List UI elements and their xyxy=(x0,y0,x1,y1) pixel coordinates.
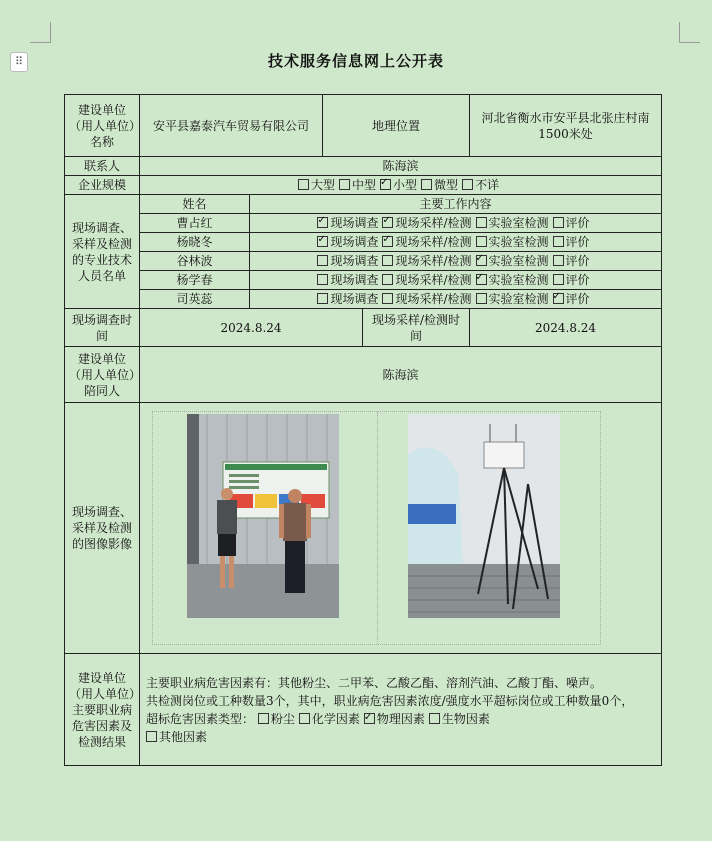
table-move-handle-icon[interactable]: ⠿ xyxy=(10,52,28,72)
hazard-type-option[interactable] xyxy=(146,730,207,744)
work-option[interactable] xyxy=(476,216,549,230)
hazard-type-option[interactable] xyxy=(364,712,425,726)
scale-option[interactable] xyxy=(339,178,376,192)
results-types xyxy=(146,710,655,746)
row-scale xyxy=(65,176,662,195)
checkbox-empty-icon[interactable] xyxy=(382,293,393,304)
results-label: 建设单位（用人单位）主要职业病危害因素及检测结果 xyxy=(65,654,140,766)
work-option[interactable] xyxy=(553,235,590,249)
work-option[interactable] xyxy=(317,235,378,249)
document-title: 技术服务信息网上公开表 xyxy=(267,52,444,70)
checkbox-label: 现场调查 xyxy=(330,273,379,287)
checkbox-empty-icon[interactable] xyxy=(317,274,328,285)
checkbox-checked-icon[interactable] xyxy=(476,274,487,285)
checkbox-label: 生物因素 xyxy=(441,711,490,726)
work-option[interactable] xyxy=(317,254,378,268)
checkbox-empty-icon[interactable] xyxy=(429,713,440,724)
checkbox-empty-icon[interactable] xyxy=(382,274,393,285)
staff-work-options xyxy=(250,271,662,290)
staff-row xyxy=(65,214,662,233)
checkbox-empty-icon[interactable] xyxy=(298,179,309,190)
checkbox-label: 大型 xyxy=(310,178,335,192)
checkbox-label: 中型 xyxy=(351,178,376,192)
checkbox-label: 评价 xyxy=(565,254,590,268)
checkbox-label: 现场采样/检测 xyxy=(395,235,472,249)
checkbox-empty-icon[interactable] xyxy=(553,274,564,285)
unit-label: 建设单位（用人单位）名称 xyxy=(65,95,140,157)
checkbox-empty-icon[interactable] xyxy=(382,255,393,266)
checkbox-label: 现场调查 xyxy=(330,216,379,230)
staff-name: 杨学春 xyxy=(140,271,250,290)
scale-label: 企业规模 xyxy=(65,176,140,195)
work-option[interactable] xyxy=(382,216,471,230)
results-count: 共检测岗位或工种数量3个，其中，职业病危害因素浓度/强度水平超标岗位或工种数量0个， xyxy=(146,693,634,708)
companion-value: 陈海滨 xyxy=(140,347,662,403)
checkbox-checked-icon[interactable] xyxy=(317,236,328,247)
work-option[interactable] xyxy=(476,235,549,249)
work-option[interactable] xyxy=(382,292,471,306)
work-option[interactable] xyxy=(553,292,590,306)
staff-name: 曹占红 xyxy=(140,214,250,233)
scale-options xyxy=(140,176,662,195)
results-cell xyxy=(140,654,662,766)
hazard-type-option[interactable] xyxy=(258,712,295,726)
checkbox-label: 不详 xyxy=(475,178,500,192)
photo-sampling-equipment xyxy=(408,414,560,618)
row-times xyxy=(65,309,662,347)
staff-col-name: 姓名 xyxy=(140,195,250,214)
checkbox-empty-icon[interactable] xyxy=(317,255,328,266)
checkbox-label: 粉尘 xyxy=(270,711,295,726)
location-label: 地理位置 xyxy=(323,95,470,157)
checkbox-label: 现场采样/检测 xyxy=(395,273,472,287)
checkbox-label: 实验室检测 xyxy=(488,254,549,268)
images-cell xyxy=(140,403,662,654)
contact-label: 联系人 xyxy=(65,157,140,176)
location-value: 河北省衡水市安平县北张庄村南1500米处 xyxy=(470,95,662,157)
checkbox-label: 现场调查 xyxy=(330,254,379,268)
survey-time-value: 2024.8.24 xyxy=(140,309,363,347)
checkbox-label: 其他因素 xyxy=(159,729,208,744)
checkbox-empty-icon[interactable] xyxy=(258,713,269,724)
staff-name: 谷林波 xyxy=(140,252,250,271)
checkbox-empty-icon[interactable] xyxy=(476,293,487,304)
checkbox-label: 现场采样/检测 xyxy=(395,254,472,268)
work-option[interactable] xyxy=(317,273,378,287)
results-types-prefix: 超标危害因素类型： xyxy=(146,711,255,726)
staff-work-options xyxy=(250,252,662,271)
checkbox-checked-icon[interactable] xyxy=(364,713,375,724)
checkbox-empty-icon[interactable] xyxy=(476,217,487,228)
checkbox-checked-icon[interactable] xyxy=(382,217,393,228)
checkbox-label: 物理因素 xyxy=(376,711,425,726)
checkbox-empty-icon[interactable] xyxy=(146,731,157,742)
checkbox-empty-icon[interactable] xyxy=(299,713,310,724)
unit-value: 安平县嘉泰汽车贸易有限公司 xyxy=(140,95,323,157)
checkbox-label: 实验室检测 xyxy=(488,235,549,249)
images-label: 现场调查、采样及检测的图像影像 xyxy=(65,403,140,654)
checkbox-checked-icon[interactable] xyxy=(317,217,328,228)
staff-name: 司英蕊 xyxy=(140,290,250,309)
checkbox-empty-icon[interactable] xyxy=(317,293,328,304)
checkbox-label: 实验室检测 xyxy=(488,292,549,306)
sample-time-value: 2024.8.24 xyxy=(470,309,662,347)
staff-label: 现场调查、采样及检测的专业技术人员名单 xyxy=(65,195,140,309)
checkbox-label: 小型 xyxy=(393,178,418,192)
checkbox-label: 现场调查 xyxy=(330,235,379,249)
staff-name: 杨晓冬 xyxy=(140,233,250,252)
checkbox-label: 现场采样/检测 xyxy=(395,292,472,306)
scale-option[interactable] xyxy=(421,178,458,192)
checkbox-label: 现场调查 xyxy=(330,292,379,306)
work-option[interactable] xyxy=(553,254,590,268)
row-images xyxy=(65,403,662,654)
work-option[interactable] xyxy=(476,254,549,268)
work-option[interactable] xyxy=(476,292,549,306)
checkbox-empty-icon[interactable] xyxy=(553,236,564,247)
work-option[interactable] xyxy=(553,216,590,230)
work-option[interactable] xyxy=(382,235,471,249)
scale-option[interactable] xyxy=(462,178,499,192)
companion-label: 建设单位（用人单位）陪同人 xyxy=(65,347,140,403)
results-factors: 主要职业病危害因素有：其他粉尘、二甲苯、乙酸乙酯、溶剂汽油、乙酸丁酯、噪声。 xyxy=(146,675,603,690)
checkbox-checked-icon[interactable] xyxy=(476,255,487,266)
sample-time-label: 现场采样/检测时间 xyxy=(363,309,470,347)
staff-row xyxy=(65,271,662,290)
row-staff-header xyxy=(65,195,662,214)
staff-work-options xyxy=(250,214,662,233)
staff-row xyxy=(65,252,662,271)
checkbox-label: 化学因素 xyxy=(311,711,360,726)
checkbox-label: 评价 xyxy=(565,292,590,306)
row-contact xyxy=(65,157,662,176)
staff-row xyxy=(65,233,662,252)
checkbox-empty-icon[interactable] xyxy=(476,236,487,247)
work-option[interactable] xyxy=(317,216,378,230)
photo-staff-on-site xyxy=(187,414,339,618)
checkbox-empty-icon[interactable] xyxy=(339,179,350,190)
checkbox-label: 实验室检测 xyxy=(488,273,549,287)
page-corner-mark-left xyxy=(30,22,51,43)
work-option[interactable] xyxy=(476,273,549,287)
checkbox-checked-icon[interactable] xyxy=(380,179,391,190)
hazard-type-option[interactable] xyxy=(299,712,360,726)
disclosure-table xyxy=(64,94,662,766)
page-corner-mark-right xyxy=(679,22,700,43)
work-option[interactable] xyxy=(382,254,471,268)
survey-time-label: 现场调查时间 xyxy=(65,309,140,347)
row-results xyxy=(65,654,662,766)
checkbox-empty-icon[interactable] xyxy=(421,179,432,190)
work-option[interactable] xyxy=(553,273,590,287)
staff-work-options xyxy=(250,233,662,252)
checkbox-label: 实验室检测 xyxy=(488,216,549,230)
staff-col-work: 主要工作内容 xyxy=(250,195,662,214)
work-option[interactable] xyxy=(382,273,471,287)
checkbox-label: 现场采样/检测 xyxy=(395,216,472,230)
checkbox-label: 评价 xyxy=(565,273,590,287)
checkbox-empty-icon[interactable] xyxy=(553,255,564,266)
checkbox-empty-icon[interactable] xyxy=(553,217,564,228)
row-companion xyxy=(65,347,662,403)
contact-value: 陈海滨 xyxy=(140,157,662,176)
checkbox-label: 微型 xyxy=(434,178,459,192)
work-option[interactable] xyxy=(317,292,378,306)
staff-row xyxy=(65,290,662,309)
checkbox-empty-icon[interactable] xyxy=(462,179,473,190)
checkbox-label: 评价 xyxy=(565,216,590,230)
staff-work-options xyxy=(250,290,662,309)
scale-option[interactable] xyxy=(380,178,417,192)
scale-option[interactable] xyxy=(298,178,335,192)
checkbox-checked-icon[interactable] xyxy=(553,293,564,304)
checkbox-checked-icon[interactable] xyxy=(382,236,393,247)
checkbox-label: 评价 xyxy=(565,235,590,249)
hazard-type-option[interactable] xyxy=(429,712,490,726)
row-unit xyxy=(65,95,662,157)
